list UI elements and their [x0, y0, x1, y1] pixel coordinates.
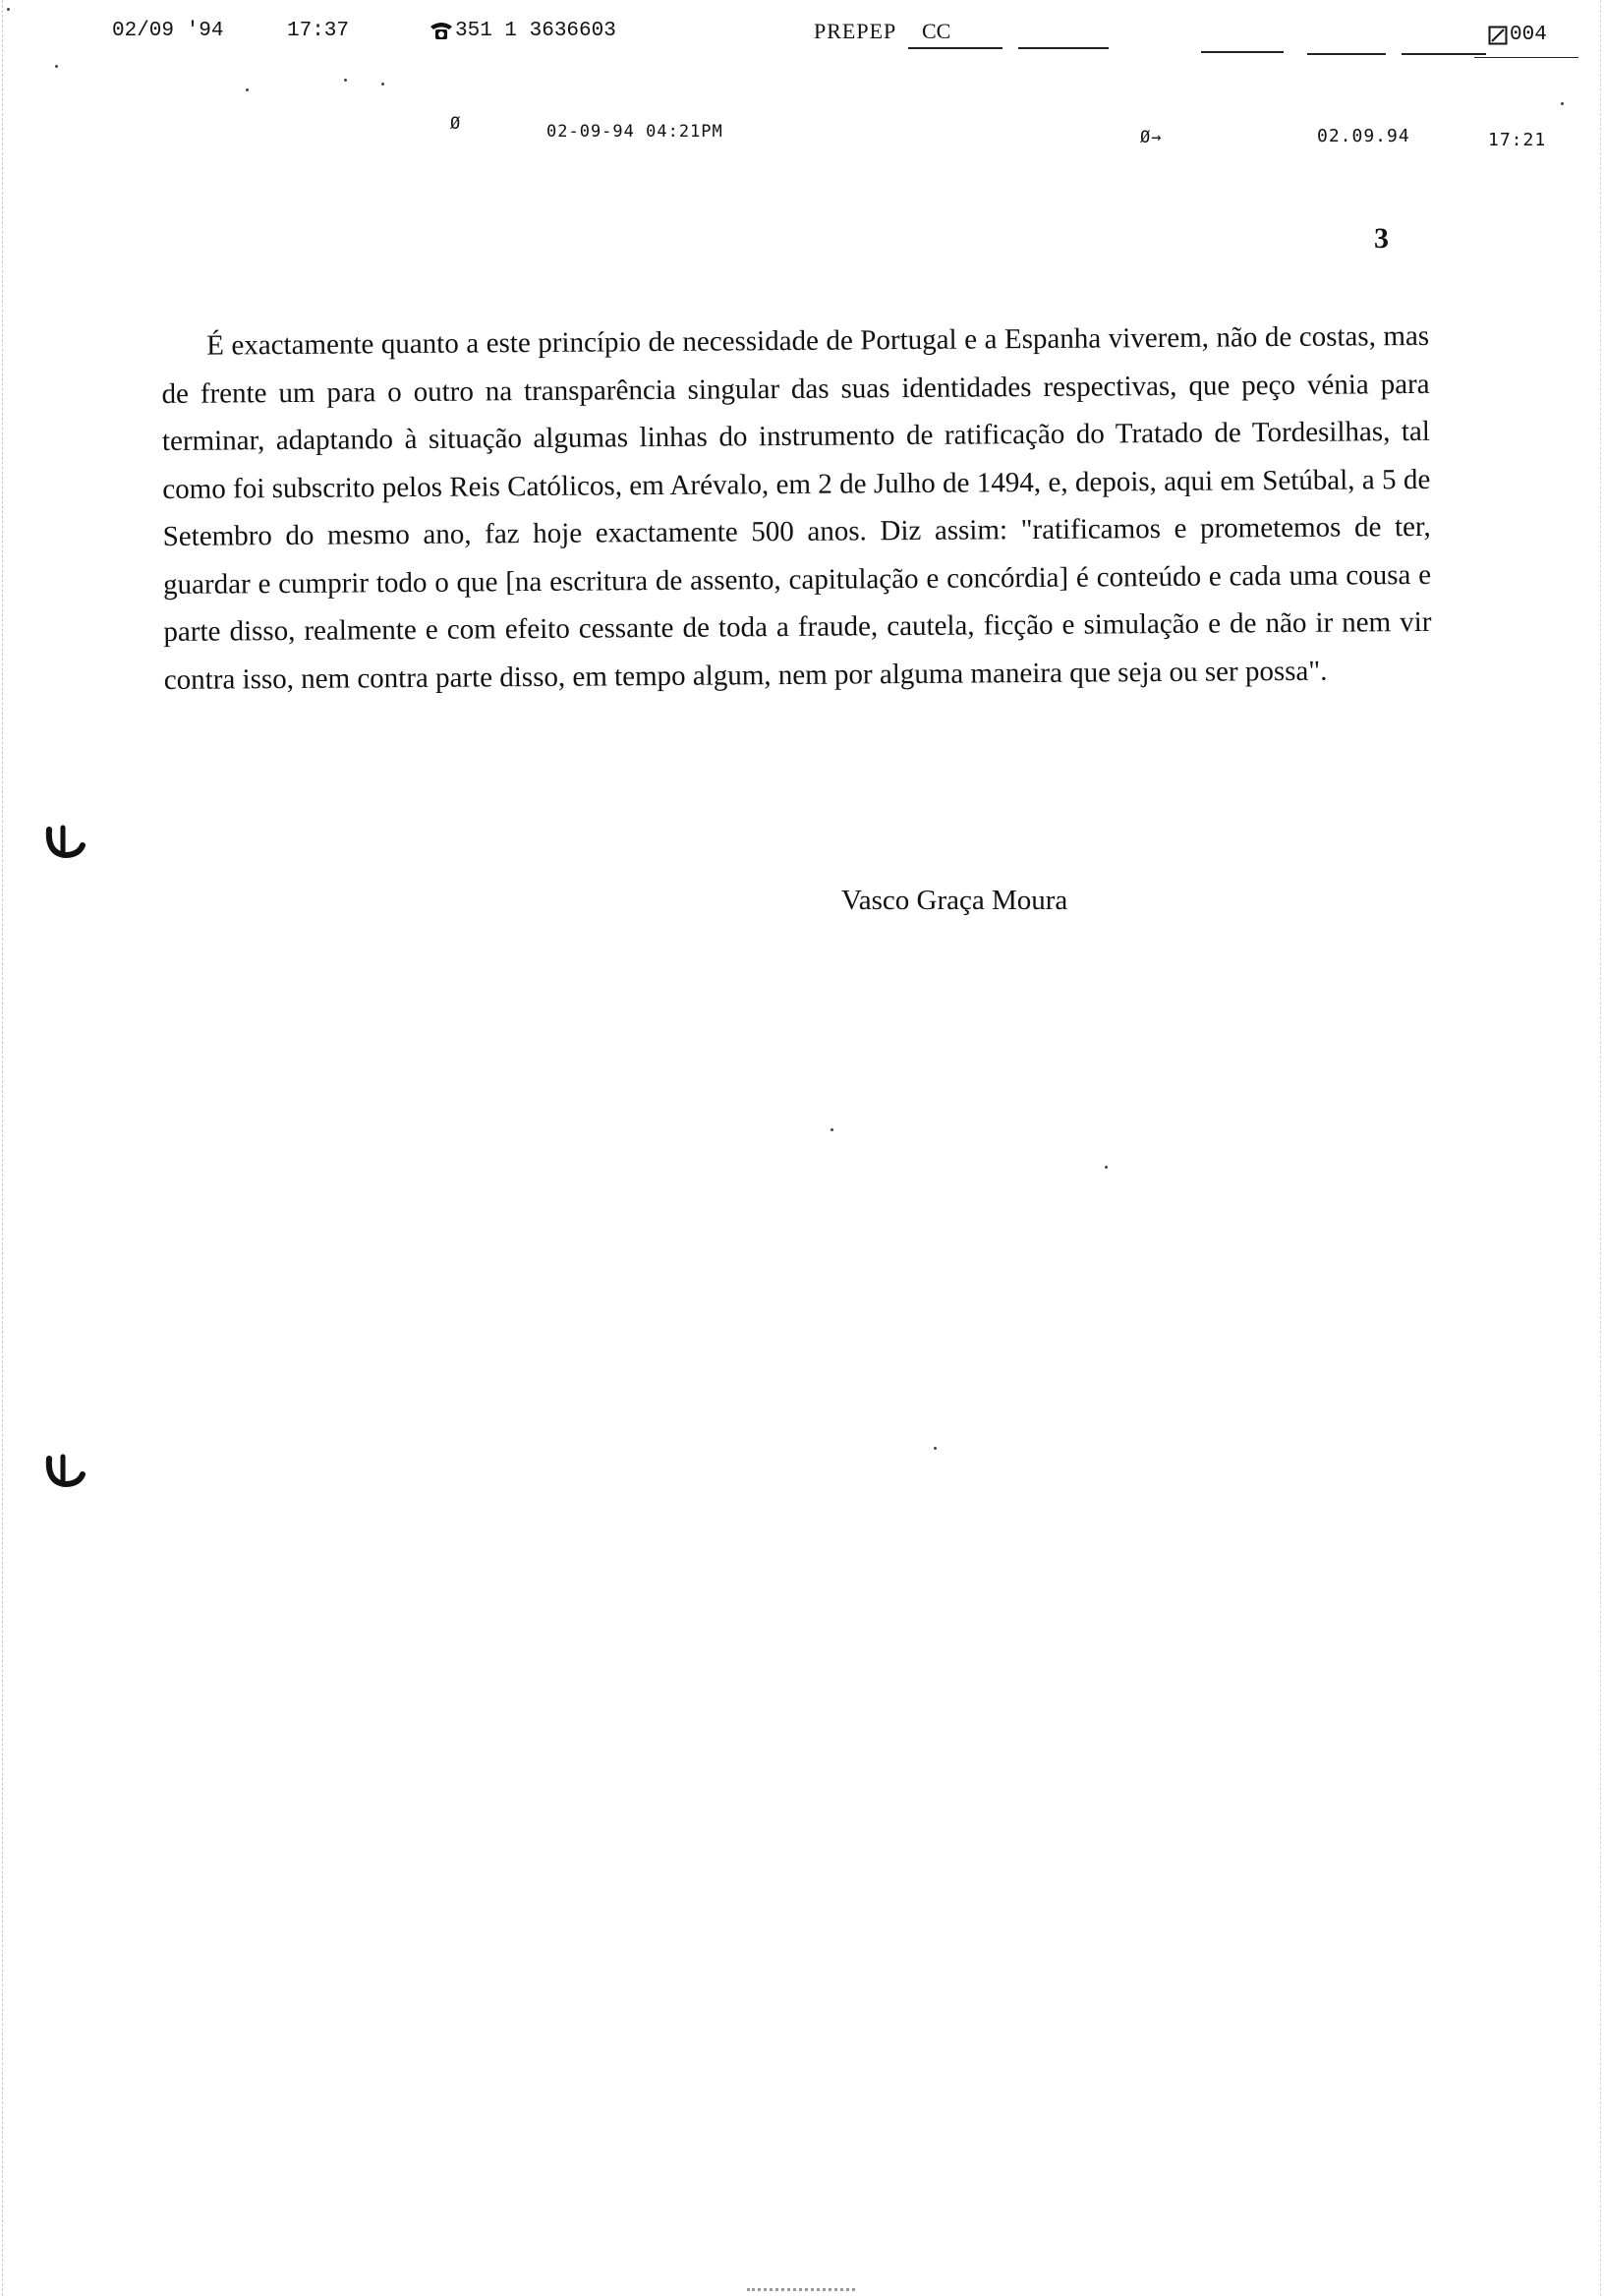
left-page-edge	[2, 0, 3, 2296]
header-rule	[1402, 53, 1486, 55]
fax-date: 02/09 '94	[112, 20, 224, 42]
scan-speck	[7, 8, 10, 11]
header-rule	[1018, 47, 1109, 49]
fax-phone-number: 351 1 3636603	[455, 20, 616, 42]
fax-received-date: 02.09.94	[1317, 126, 1410, 146]
page-number: 3	[1374, 222, 1389, 255]
fax-sender: PREPEP	[814, 19, 897, 43]
fax-arrow-mark: Ø→	[1140, 128, 1163, 147]
body-paragraph: É exactamente quanto a este princípio de necessidade de Portugal e a Espanha viverem, não de costas, mas de frente um para o outro na transparência singular das suas identidades respectivas, que peço vénia para terminar, adaptando à situação algumas linhas do instrumento de ratificação do Tratado de Tordesilhas, tal como foi subscrito pelos Reis Católicos, em Arévalo, em 2 de Julho de 1494, e, depois, aqui em Setúbal, a 5 de Setembro do mesmo ano, faz hoje exactamente 500 anos. Diz assim: "ratificamos e prometemos de ter, guardar e cumprir todo o que [na escritura de assento, capitulação e concórdia] é conteúdo e cada uma cousa e parte disso, realmente e com efeito cessante de toda a fraude, cautela, ficção e simulação e de não ir nem vir contra isso, nem contra parte disso, em tempo algum, nem por alguma maneira que seja ou ser possa".	[161, 319, 1432, 696]
scan-speck	[381, 83, 384, 86]
scan-speck	[934, 1447, 937, 1450]
fax-page-number: 004	[1510, 24, 1547, 46]
fax-received-time: 17:21	[1488, 130, 1547, 150]
phone-icon	[429, 20, 454, 46]
page-box-icon	[1488, 26, 1508, 50]
header-rule	[1474, 57, 1578, 58]
scan-bottom-mark	[747, 2288, 855, 2291]
scan-speck	[246, 88, 249, 91]
fax-transmit-timestamp: 02-09-94 04:21PM	[546, 122, 723, 142]
fax-sender-suffix: CC	[922, 19, 951, 43]
scan-speck	[831, 1128, 833, 1131]
document-body	[161, 313, 1432, 704]
header-rule	[1307, 53, 1386, 55]
scan-speck	[1561, 102, 1564, 105]
binder-clip-icon	[43, 1453, 86, 1490]
signature: Vasco Graça Moura	[841, 885, 1068, 916]
scan-speck	[55, 65, 58, 68]
binder-clip-icon	[43, 824, 86, 861]
fax-mark: Ø	[450, 114, 462, 134]
header-rule	[1201, 51, 1284, 53]
scan-speck	[1105, 1166, 1108, 1169]
fax-time: 17:37	[287, 20, 350, 42]
right-page-edge	[1600, 0, 1601, 2296]
scan-speck	[344, 79, 347, 82]
header-rule	[908, 47, 1002, 49]
